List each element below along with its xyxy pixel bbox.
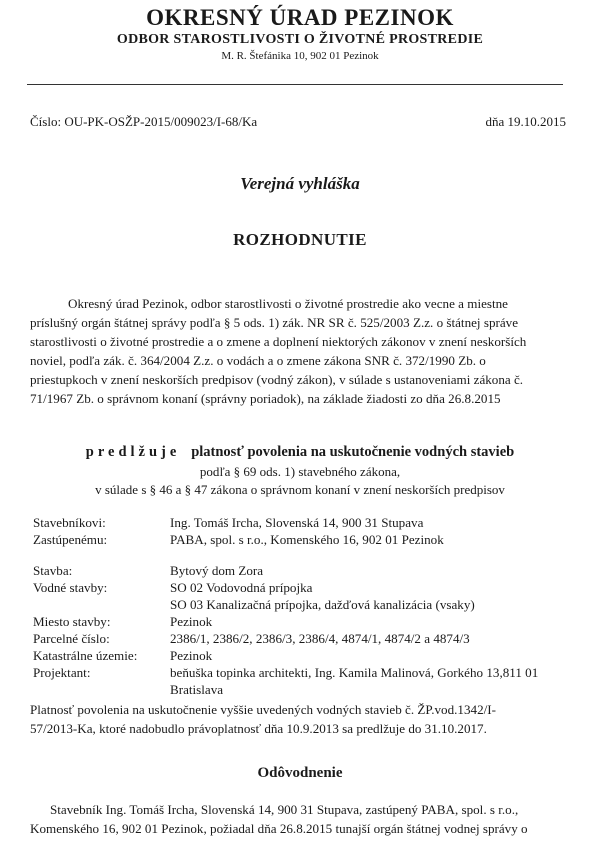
operative-verb: predlžuje	[85, 444, 181, 460]
text-line: starostlivosti o životné prostredie a o zmene a doplnení niektorých zákonov v znení neskorších	[30, 334, 527, 349]
text-line: 71/1967 Zb. o správnom konaní (správny poriadok), na základe žiadosti zo dňa 26.8.2015	[30, 391, 501, 406]
cadastre-value: Pezinok	[170, 648, 213, 663]
represented-label: Zastúpenému:	[33, 532, 108, 547]
office-address: M. R. Štefánika 10, 902 01 Pezinok	[221, 50, 379, 62]
building-label: Stavba:	[33, 563, 73, 578]
designer-label: Projektant:	[33, 665, 91, 680]
text-line: príslušný orgán štátnej správy podľa § 5 ods. 1) zák. NR SR č. 525/2003 Z.z. o štátnej správe	[30, 315, 519, 330]
builder-label: Stavebníkovi:	[33, 515, 106, 530]
office-title: OKRESNÝ ÚRAD PEZINOK	[146, 5, 454, 30]
represented-value: PABA, spol. s r.o., Komenského 16, 902 01 Pezinok	[170, 532, 444, 547]
document-date: dňa 19.10.2015	[485, 114, 566, 129]
designer-value-1: beňuška topinka architekti, Ing. Kamila Malinová, Gorkého 13,811 01	[170, 665, 539, 680]
reference-number: Číslo: OU-PK-OSŽP-2015/009023/I-68/Ka	[30, 114, 258, 129]
department-title: ODBOR STAROSTLIVOSTI O ŽIVOTNÉ PROSTREDIE	[116, 32, 484, 47]
text-line: 57/2013-Ka, ktoré nadobudlo právoplatnosť dňa 10.9.2013 sa predlžuje do 31.10.2017.	[30, 721, 487, 736]
building-value: Bytový dom Zora	[170, 563, 264, 578]
builder-value: Ing. Tomáš Ircha, Slovenská 14, 900 31 Stupava	[170, 515, 424, 530]
text-line: Okresný úrad Pezinok, odbor starostlivosti o životné prostredie ako vecne a miestne	[68, 296, 508, 311]
operative-legal-basis: podľa § 69 ods. 1) stavebného zákona,	[199, 464, 401, 479]
operative-statement	[0, 444, 600, 461]
decision-title: ROZHODNUTIE	[233, 230, 367, 249]
validity-paragraph	[30, 700, 564, 738]
text-line: Platnosť povolenia na uskutočnenie vyššie uvedených vodných stavieb č. ŽP.vod.1342/I-	[30, 702, 496, 717]
place-label: Miesto stavby:	[33, 614, 111, 629]
water-structure-2: SO 03 Kanalizačná prípojka, dažďová kanalizácia (vsaky)	[170, 597, 475, 612]
reasoning-title: Odôvodnenie	[257, 765, 343, 781]
parcel-label: Parcelné číslo:	[33, 631, 110, 646]
parcel-value: 2386/1, 2386/2, 2386/3, 2386/4, 4874/1, 4874/2 a 4874/3	[170, 631, 470, 646]
text-line: Stavebník Ing. Tomáš Ircha, Slovenská 14, 900 31 Stupava, zastúpený PABA, spol. s r.o.,	[50, 802, 519, 817]
operative-procedure: v súlade s § 46 a § 47 zákona o správnom konaní v znení neskorších predpisov	[95, 482, 505, 497]
header-divider	[27, 84, 563, 85]
text-line: priestupkoch v znení neskorších predpisov (vodný zákon), v súlade s ustanoveniami zákona č.	[30, 372, 524, 387]
intro-paragraph	[30, 294, 564, 408]
designer-value-2: Bratislava	[170, 682, 224, 697]
water-structures-label: Vodné stavby:	[33, 580, 108, 595]
notice-title: Verejná vyhláška	[240, 174, 360, 193]
place-value: Pezinok	[170, 614, 213, 629]
water-structure-1: SO 02 Vodovodná prípojka	[170, 580, 313, 595]
cadastre-label: Katastrálne územie:	[33, 648, 138, 663]
operative-object: platnosť povolenia na uskutočnenie vodných stavieb	[191, 444, 515, 460]
text-line: Komenského 16, 902 01 Pezinok, požiadal dňa 26.8.2015 tunajší orgán štátnej vodnej správy o	[30, 821, 528, 836]
text-line: noviel, podľa zák. č. 364/2004 Z.z. o vodách a o zmene zákona SNR č. 372/1990 Zb. o	[30, 353, 486, 368]
reasoning-paragraph	[30, 800, 564, 838]
